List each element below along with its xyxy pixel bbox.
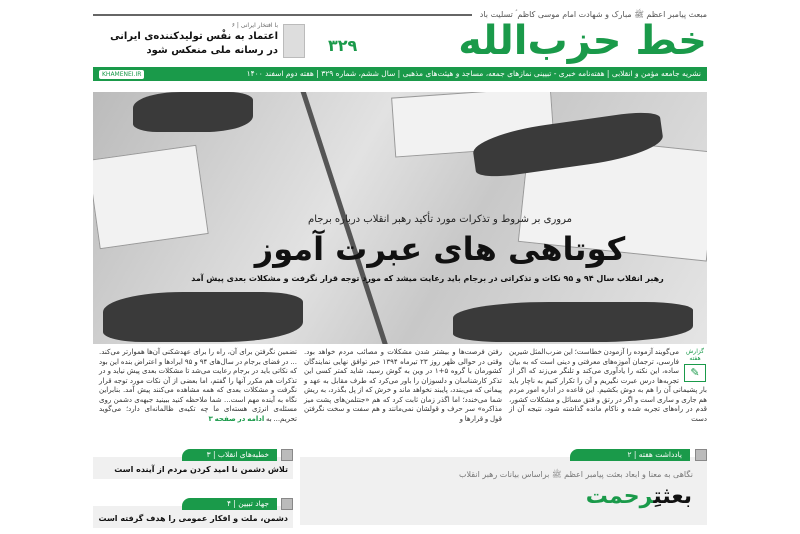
cover-headline[interactable]: کوتاهی های عبرت آموز [254,230,626,268]
weekly-note-sub: نگاهی به معنا و ابعاد بعثت پیامبر اعظم ﷺ براساس بیانات رهبر انقلاب [458,470,693,479]
sermons-tag: خطبه‌های انقلاب | ۳ [182,449,277,461]
title-part-a: بعثتِ [653,484,692,509]
divider [93,14,472,16]
weekly-report-badge [683,348,707,382]
explanation-tag: جهاد تبیین | ۴ [182,498,277,510]
note-icon [695,449,707,461]
column-1-text: می‌گویند آزموده را آزمودن خطاست؛ این ضرب‌المثل شیرین فارسی، ترجمان آموزه‌های معرفتی و دینی است که به بیان ساده، این نکته را یادآوری می‌کند و تلنگر می‌زند که اگر از تجربه‌ها درس عبرت نگیریم و آن را تکرار کنیم به ناچار باید بار پشیمانی آن را هم به دوش بکشیم. این قاعده در اداره امور مردم هم جاری و ساری است و اگر در رتق و فتق مسائل و مشکلات کشور، قدم در راه‌های تجربه شده و ناکام مانده گذاشته شود، نتیجه آن از دست [509,348,707,423]
brand-badge: KHAMENEI.IR [99,70,144,79]
report-icon: ✎ [684,364,706,382]
weekly-note-tag: یادداشت هفته | ۲ [570,449,690,461]
side-headline[interactable] [93,22,278,58]
issue-number: ۳۲۹ [328,36,358,55]
mosque-icon [281,449,293,461]
cover-kicker: مروری بر شروط و تذکرات مورد تأکید رهبر انقلاب درباره برجام [308,214,572,225]
cover-subheadline: رهبر انقلاب سال ۹۴ و ۹۵ نکات و تذکراتی در برجام باید رعایت میشد که مورد توجه قرار نگرفت و مشکلات بعدی پیش آمد [191,274,664,283]
article-column-3 [99,348,297,424]
weekly-note-title [586,484,692,509]
info-strip [93,67,707,81]
side-line-2: در رسانه ملی منعکس شود [146,45,278,56]
side-line-1: اعتماد به نفْس تولیدکننده‌ی ایرانی [110,31,278,42]
article-column-1 [509,348,707,424]
strip-text: نشریه جامعه مؤمن و انقلابی | هفته‌نامه خبری - تبیینی نمازهای جمعه، مساجد و هیئت‌های مذهبی | سال ششم، شماره ۳۲۹ | هفته دوم اسفند ۱۴۰۰ [246,69,701,78]
badge-label: گزارش هفته [685,348,705,362]
masthead-logo: خط حزب‌الله [458,18,707,64]
side-headline-icon [283,24,305,58]
book-icon [281,498,293,510]
column-3-text: تضمین نگرفتن برای آن، راه را برای عهدشکنی آن‌ها هموارتر می‌کند. ... در فضای برجام در سال‌های ۹۴ و ۹۵ ایرادها و اعتراض بنده این بود که نکاتی باید در برجام رعایت می‌شد تا مشکلات بعدی پیش نیاید و در تذکرات هم مکرر آنها را گفتم، اما بعضی از آن نکات مورد توجه قرار نگرفت و مشکلات بعدی که همه مشاهده می‌کنند پیش آمد. بنابراین نگاه به آینده مهم است... شما ملاحظه کنید ببینید جبهه‌ی دشمن روی مسئله‌ی انرژی هسته‌ای ما چه تکیه‌ی ظالمانه‌ای دارد؛ می‌گوید تحریم... به [99,348,297,423]
top-announcement: مبعث پیامبر اعظم ﷺ مبارک و شهادت امام موسی کاظم ؑ تسلیت باد [479,10,707,19]
side-kicker: با افتخار ایرانی | ۶ [231,22,278,29]
title-part-b: رحمت [585,484,654,509]
article-column-2: رفتن فرصت‌ها و بیشتر شدن مشکلات و مصائب مردم خواهد بود. وقتی در حوالی ظهر روز ۲۳ تیرماه ۱۳۹۴ خبر توافق نهایی نمایندگان کشورمان با گروه ۵+۱ در وین به گوش رسید، شاید کمتر کسی این تذکر کارشناسان و دلسوزان را باور می‌کرد که طرف مقابل به عهد و پیمانی که می‌بندد، پایبند نخواهد ماند و خرش که از پل بگذرد، به ریش شما می‌خندد؛ اما اگذر زمان ثابت کرد که هم «جنتلمن‌های پشت میز مذاکره» سر حرف و قولشان نمی‌مانند و هم سفت و سخت نگرفتن قول و قرارها و [304,348,502,423]
sermons-title: تلاش دشمن نا امید کردن مردم از آینده است [114,465,288,474]
continue-link[interactable]: ادامه در صفحه ۳ [208,414,265,423]
explanation-title: دشمن، ملت و افکار عمومی را هدف گرفته است [98,514,288,523]
